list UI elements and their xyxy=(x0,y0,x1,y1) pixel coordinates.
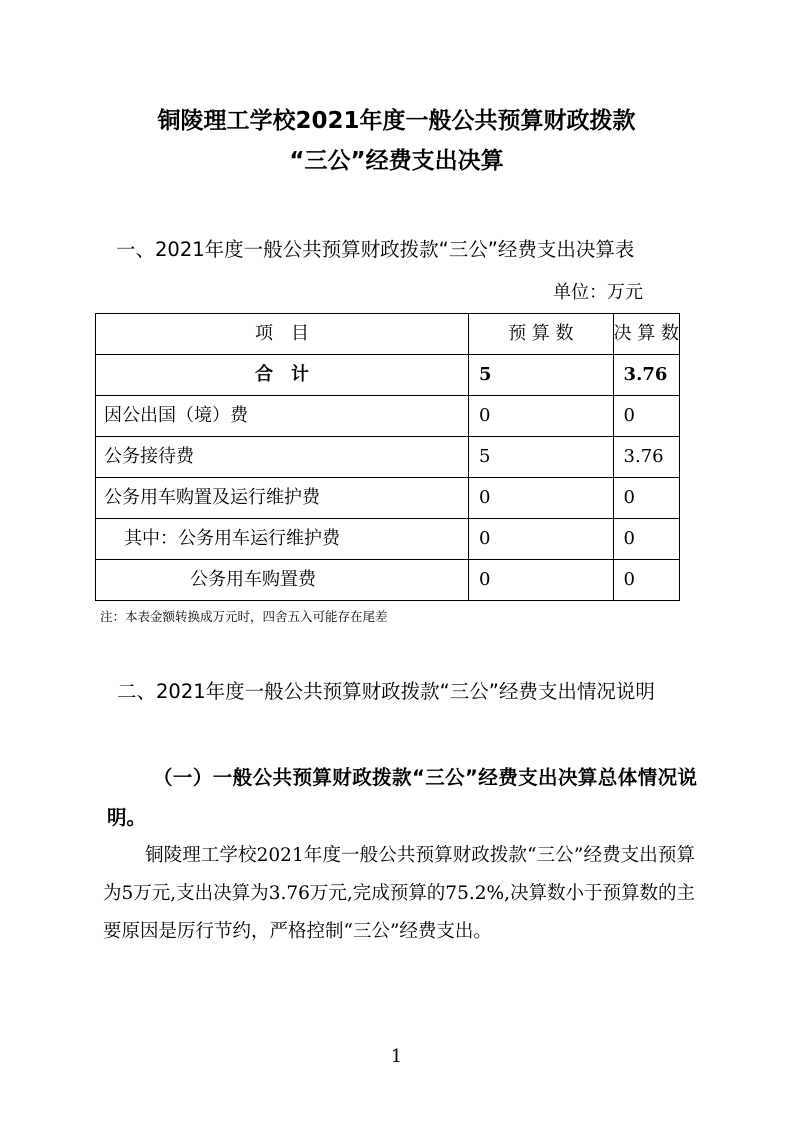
table-note: 注：本表金额转换成万元时，四舍五入可能存在尾差 xyxy=(100,609,388,624)
row-budget: 0 xyxy=(469,560,614,601)
row-item: 其中：公务用车运行维护费 xyxy=(96,519,469,560)
table-row xyxy=(96,396,680,437)
subsection1-heading: （一）一般公共预算财政拨款“三公”经费支出决算总体情况说明。 xyxy=(107,766,697,829)
table-header-row xyxy=(96,314,680,355)
row-actual: 0 xyxy=(613,396,679,437)
table-row xyxy=(96,437,680,478)
header-item: 项 目 xyxy=(96,314,469,355)
row-actual: 3.76 xyxy=(613,355,679,396)
row-actual: 0 xyxy=(613,519,679,560)
header-budget: 预 算 数 xyxy=(469,314,614,355)
row-budget: 5 xyxy=(469,355,614,396)
row-budget: 5 xyxy=(469,437,614,478)
row-actual: 0 xyxy=(613,560,679,601)
row-actual: 0 xyxy=(613,478,679,519)
table-row xyxy=(96,355,680,396)
row-item: 因公出国（境）费 xyxy=(96,396,469,437)
document-title-line1: 铜陵理工学校2021年度一般公共预算财政拨款 xyxy=(157,108,636,134)
row-budget: 0 xyxy=(469,519,614,560)
row-budget: 0 xyxy=(469,396,614,437)
section1-heading: 一、2021年度一般公共预算财政拨款“三公”经费支出决算表 xyxy=(116,238,635,261)
table-row xyxy=(96,478,680,519)
page-number: 1 xyxy=(390,1046,403,1067)
document-title-line2: “三公”经费支出决算 xyxy=(289,148,504,174)
row-item: 公务用车购置及运行维护费 xyxy=(96,478,469,519)
row-budget: 0 xyxy=(469,478,614,519)
row-item: 公务接待费 xyxy=(96,437,469,478)
row-actual: 3.76 xyxy=(613,437,679,478)
table-row xyxy=(96,560,680,601)
unit-label: 单位：万元 xyxy=(553,282,643,303)
header-actual: 决 算 数 xyxy=(613,314,679,355)
summary-paragraph: 铜陵理工学校2021年度一般公共预算财政拨款“三公”经费支出预算为5万元,支出决算为3.76万元,完成预算的75.2%,决算数小于预算数的主要原因是厉行节约，严格控制“三公”经费支出。 xyxy=(103,845,695,942)
table-row xyxy=(96,519,680,560)
row-item: 公务用车购置费 xyxy=(96,560,469,601)
budget-table xyxy=(95,313,680,601)
section2-heading: 二、2021年度一般公共预算财政拨款“三公”经费支出情况说明 xyxy=(117,680,655,703)
row-item: 合 计 xyxy=(96,355,469,396)
